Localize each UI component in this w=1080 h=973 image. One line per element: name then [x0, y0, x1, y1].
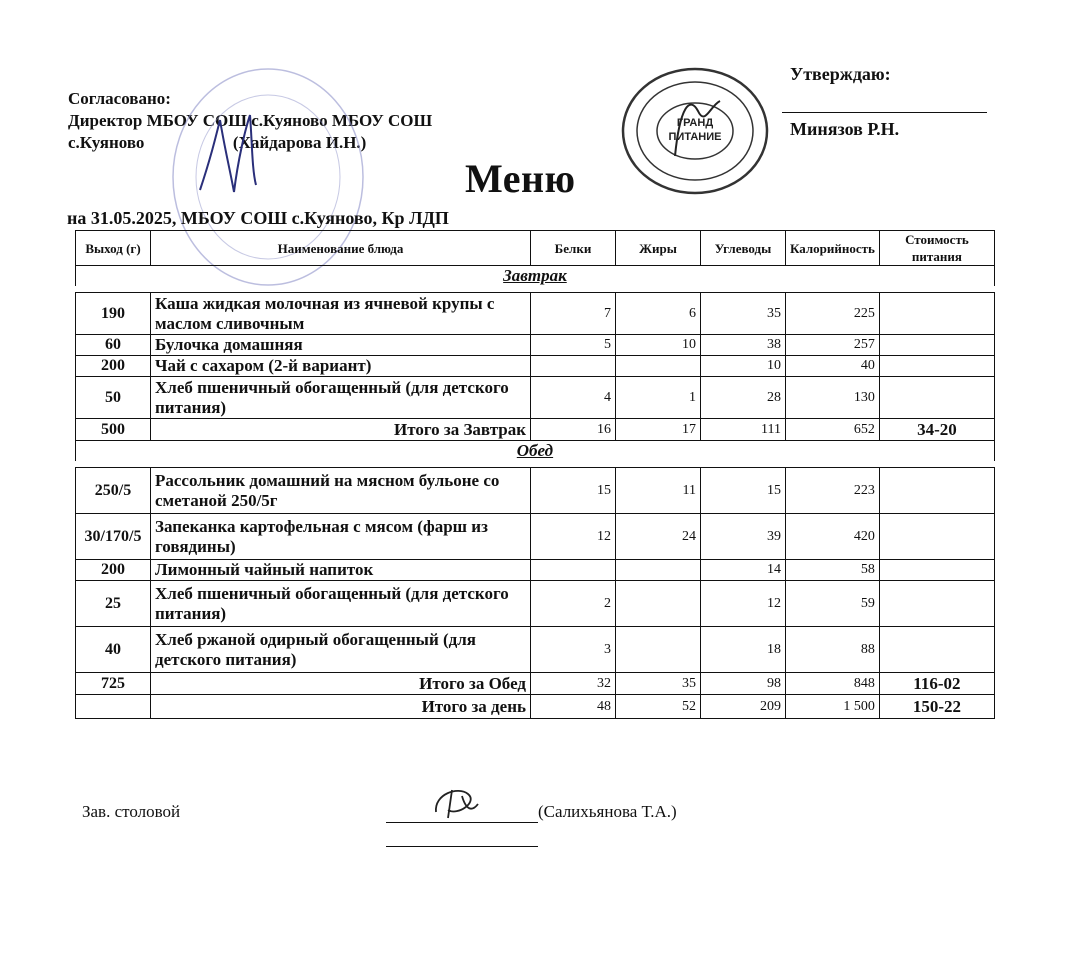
cell-output: 500 [76, 419, 151, 441]
cell-protein: 12 [531, 514, 616, 560]
cell-protein: 7 [531, 293, 616, 335]
col-cost: Стоимость питания [879, 231, 994, 266]
approve-name: Минязов Р.Н. [790, 119, 900, 139]
cell-dish: Лимонный чайный напиток [151, 560, 531, 581]
footer-name: (Салихьянова Т.А.) [538, 802, 677, 821]
cell-carbs: 38 [701, 335, 786, 356]
cell-calories: 848 [786, 673, 880, 695]
day-total-label: Итого за день [151, 695, 531, 719]
canteen-signature [428, 782, 488, 824]
cell-cost [879, 377, 994, 419]
cell-fat [616, 560, 701, 581]
menu-table [75, 230, 995, 719]
col-protein: Белки [531, 231, 616, 266]
table-row [76, 468, 995, 514]
cell-calories: 420 [786, 514, 880, 560]
agreed-name: (Хайдарова И.Н.) [232, 133, 367, 152]
cell-protein: 5 [531, 335, 616, 356]
col-dish: Наименование блюда [151, 231, 531, 266]
cell-cost: 34-20 [879, 419, 994, 441]
cell-protein: 3 [531, 627, 616, 673]
cell-cost [879, 581, 994, 627]
table-row [76, 560, 995, 581]
cell-calories: 1 500 [786, 695, 880, 719]
cell-dish: Хлеб ржаной одирный обогащенный (для детского питания) [151, 627, 531, 673]
cell-carbs: 18 [701, 627, 786, 673]
section-header [76, 266, 995, 287]
cell-carbs: 111 [701, 419, 786, 441]
cell-protein: 16 [531, 419, 616, 441]
cell-output: 30/170/5 [76, 514, 151, 560]
cell-fat: 1 [616, 377, 701, 419]
cell-calories: 40 [786, 356, 880, 377]
page-subtitle: на 31.05.2025, МБОУ СОШ с.Куяново, Кр ЛДП [67, 208, 449, 228]
col-carbs: Углеводы [701, 231, 786, 266]
cell-fat [616, 627, 701, 673]
cell-calories: 130 [786, 377, 880, 419]
col-fat: Жиры [616, 231, 701, 266]
svg-text:ПИТАНИЕ: ПИТАНИЕ [668, 131, 722, 143]
cell-output: 40 [76, 627, 151, 673]
cell-dish: Булочка домашняя [151, 335, 531, 356]
approve-signature-line [782, 112, 987, 113]
cell-calories: 88 [786, 627, 880, 673]
cell-output: 250/5 [76, 468, 151, 514]
table-row [76, 581, 995, 627]
cell-protein [531, 560, 616, 581]
approve-label: Утверждаю: [790, 64, 891, 84]
cell-output: 60 [76, 335, 151, 356]
director-signature [190, 100, 270, 200]
cell-carbs: 14 [701, 560, 786, 581]
signature-line [386, 822, 538, 823]
table-row [76, 356, 995, 377]
cell-carbs: 98 [701, 673, 786, 695]
cell-protein: 15 [531, 468, 616, 514]
col-output: Выход (г) [76, 231, 151, 266]
cell-cost [879, 335, 994, 356]
cell-cost [879, 293, 994, 335]
cell-cost [879, 560, 994, 581]
cell-output: 200 [76, 560, 151, 581]
col-calories: Калорийность [786, 231, 880, 266]
cell-calories: 257 [786, 335, 880, 356]
cell-carbs: 10 [701, 356, 786, 377]
cell-cost: 150-22 [879, 695, 994, 719]
section-lunch: Обед [76, 441, 995, 462]
total-label: Итого за Обед [151, 673, 531, 695]
cell-fat: 52 [616, 695, 701, 719]
cell-carbs: 35 [701, 293, 786, 335]
cell-fat: 35 [616, 673, 701, 695]
cell-dish: Рассольник домашний на мясном бульоне со сметаной 250/5г [151, 468, 531, 514]
cell-fat: 17 [616, 419, 701, 441]
cell-cost [879, 514, 994, 560]
cell-fat: 24 [616, 514, 701, 560]
cell-dish: Хлеб пшеничный обогащенный (для детского питания) [151, 581, 531, 627]
cell-dish: Чай с сахаром (2-й вариант) [151, 356, 531, 377]
cell-protein: 48 [531, 695, 616, 719]
cell-calories: 59 [786, 581, 880, 627]
cell-cost [879, 356, 994, 377]
footer-role: Зав. столовой [82, 802, 181, 821]
cell-carbs: 39 [701, 514, 786, 560]
cell-cost [879, 627, 994, 673]
section-breakfast: Завтрак [76, 266, 995, 287]
cell-calories: 652 [786, 419, 880, 441]
table-row [76, 293, 995, 335]
total-row [76, 419, 995, 441]
cell-output: 200 [76, 356, 151, 377]
cell-protein: 2 [531, 581, 616, 627]
cell-carbs: 28 [701, 377, 786, 419]
cell-output: 50 [76, 377, 151, 419]
table-header-row [76, 231, 995, 266]
cell-calories: 58 [786, 560, 880, 581]
svg-text:ГРАНД: ГРАНД [676, 117, 714, 129]
table-row [76, 514, 995, 560]
cell-protein [531, 356, 616, 377]
cell-protein: 32 [531, 673, 616, 695]
agreed-place: с.Куяново [68, 133, 145, 152]
cell-output: 25 [76, 581, 151, 627]
cell-dish: Хлеб пшеничный обогащенный (для детского питания) [151, 377, 531, 419]
total-row [76, 673, 995, 695]
cell-carbs: 209 [701, 695, 786, 719]
agreed-director: Директор МБОУ СОШ с.Куяново МБОУ СОШ [68, 111, 433, 130]
page-title: Меню [465, 156, 576, 201]
approve-block [790, 64, 900, 139]
total-label: Итого за Завтрак [151, 419, 531, 441]
cell-output: 190 [76, 293, 151, 335]
cell-output: 725 [76, 673, 151, 695]
cell-fat: 11 [616, 468, 701, 514]
agreed-label: Согласовано: [68, 89, 171, 108]
cell-fat: 6 [616, 293, 701, 335]
cell-carbs: 12 [701, 581, 786, 627]
signature-line-2 [386, 846, 538, 847]
cell-fat [616, 356, 701, 377]
section-header [76, 441, 995, 462]
cell-calories: 225 [786, 293, 880, 335]
cell-fat: 10 [616, 335, 701, 356]
cell-carbs: 15 [701, 468, 786, 514]
cell-protein: 4 [531, 377, 616, 419]
cell-cost [879, 468, 994, 514]
cell-cost: 116-02 [879, 673, 994, 695]
day-total-row [76, 695, 995, 719]
cell-fat [616, 581, 701, 627]
table-row [76, 335, 995, 356]
cell-calories: 223 [786, 468, 880, 514]
cell-dish: Каша жидкая молочная из ячневой крупы с маслом сливочным [151, 293, 531, 335]
cell-dish: Запеканка картофельная с мясом (фарш из говядины) [151, 514, 531, 560]
table-row [76, 627, 995, 673]
cell-output [76, 695, 151, 719]
company-stamp [620, 66, 770, 196]
table-row [76, 377, 995, 419]
